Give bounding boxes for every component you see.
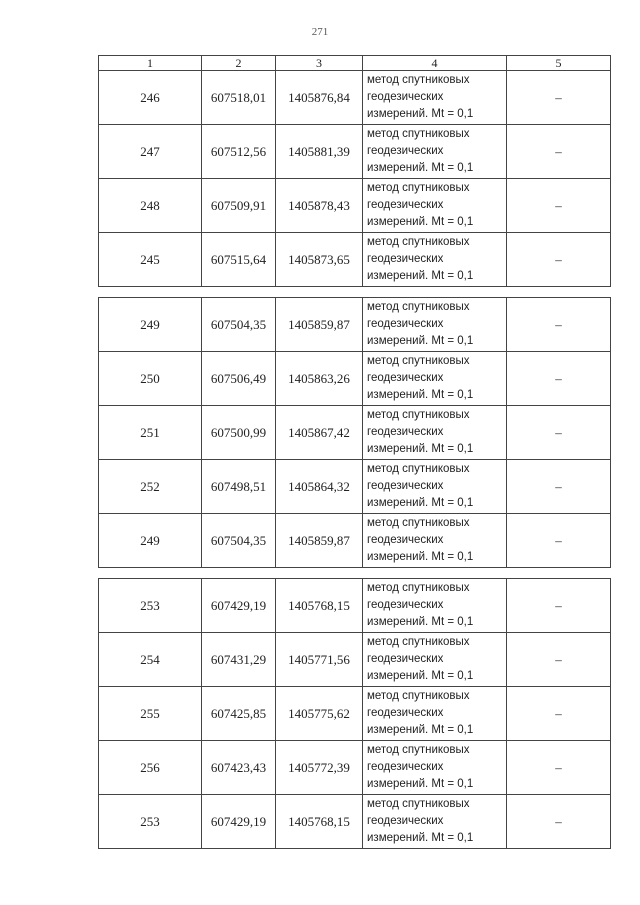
method-line: метод спутниковых xyxy=(367,301,470,313)
empty-mark-cell: – xyxy=(507,741,611,795)
y-coordinate-cell: 1405876,84 xyxy=(276,71,363,125)
point-number-cell: 245 xyxy=(99,233,202,287)
y-coordinate-cell: 1405771,56 xyxy=(276,633,363,687)
method-line: измерений. Mt = 0,1 xyxy=(367,670,474,682)
method-line: измерений. Mt = 0,1 xyxy=(367,778,474,790)
y-coordinate-cell: 1405867,42 xyxy=(276,406,363,460)
method-cell xyxy=(363,795,507,849)
method-line: метод спутниковых xyxy=(367,128,470,140)
method-line: измерений. Mt = 0,1 xyxy=(367,616,474,628)
empty-mark-cell: – xyxy=(507,514,611,568)
empty-mark-cell: – xyxy=(507,460,611,514)
method-line: геодезических xyxy=(367,815,444,827)
table-row xyxy=(99,741,611,795)
method-line: метод спутниковых xyxy=(367,74,470,86)
method-line: метод спутниковых xyxy=(367,409,470,421)
y-coordinate-cell: 1405873,65 xyxy=(276,233,363,287)
table-row xyxy=(99,298,611,352)
x-coordinate-cell: 607515,64 xyxy=(202,233,276,287)
y-coordinate-cell: 1405772,39 xyxy=(276,741,363,795)
point-number-cell: 249 xyxy=(99,298,202,352)
page-number: 271 xyxy=(311,26,329,38)
x-coordinate-cell: 607498,51 xyxy=(202,460,276,514)
point-number-cell: 248 xyxy=(99,179,202,233)
method-cell xyxy=(363,460,507,514)
point-number-cell: 253 xyxy=(99,579,202,633)
table-row xyxy=(99,71,611,125)
table-row xyxy=(99,179,611,233)
y-coordinate-cell: 1405768,15 xyxy=(276,795,363,849)
point-number-cell: 247 xyxy=(99,125,202,179)
method-line: геодезических xyxy=(367,145,444,157)
table-row xyxy=(99,460,611,514)
y-coordinate-cell: 1405775,62 xyxy=(276,687,363,741)
table-row xyxy=(99,633,611,687)
point-number-cell: 255 xyxy=(99,687,202,741)
empty-mark-cell: – xyxy=(507,179,611,233)
y-coordinate-cell: 1405878,43 xyxy=(276,179,363,233)
method-line: геодезических xyxy=(367,91,444,103)
table-row xyxy=(99,795,611,849)
x-coordinate-cell: 607423,43 xyxy=(202,741,276,795)
method-line: метод спутниковых xyxy=(367,636,470,648)
x-coordinate-cell: 607512,56 xyxy=(202,125,276,179)
method-cell xyxy=(363,514,507,568)
method-line: измерений. Mt = 0,1 xyxy=(367,162,474,174)
method-line: измерений. Mt = 0,1 xyxy=(367,389,474,401)
method-line: геодезических xyxy=(367,480,444,492)
method-line: измерений. Mt = 0,1 xyxy=(367,551,474,563)
y-coordinate-cell: 1405864,32 xyxy=(276,460,363,514)
x-coordinate-cell: 607500,99 xyxy=(202,406,276,460)
point-number-cell: 251 xyxy=(99,406,202,460)
header-row xyxy=(99,56,611,71)
column-header-4: 4 xyxy=(363,56,507,71)
empty-mark-cell: – xyxy=(507,233,611,287)
coordinates-table xyxy=(98,55,611,849)
method-line: геодезических xyxy=(367,599,444,611)
empty-mark-cell: – xyxy=(507,687,611,741)
method-cell xyxy=(363,125,507,179)
column-header-3: 3 xyxy=(276,56,363,71)
y-coordinate-cell: 1405863,26 xyxy=(276,352,363,406)
x-coordinate-cell: 607429,19 xyxy=(202,579,276,633)
table-row xyxy=(99,514,611,568)
group-separator xyxy=(99,287,611,298)
method-cell xyxy=(363,71,507,125)
method-line: метод спутниковых xyxy=(367,798,470,810)
empty-mark-cell: – xyxy=(507,125,611,179)
method-line: измерений. Mt = 0,1 xyxy=(367,832,474,844)
y-coordinate-cell: 1405768,15 xyxy=(276,579,363,633)
empty-mark-cell: – xyxy=(507,795,611,849)
method-cell xyxy=(363,233,507,287)
method-line: метод спутниковых xyxy=(367,517,470,529)
separator-cell xyxy=(99,287,611,298)
empty-mark-cell: – xyxy=(507,406,611,460)
method-line: геодезических xyxy=(367,199,444,211)
empty-mark-cell: – xyxy=(507,352,611,406)
method-line: геодезических xyxy=(367,707,444,719)
y-coordinate-cell: 1405859,87 xyxy=(276,298,363,352)
method-line: метод спутниковых xyxy=(367,182,470,194)
method-line: измерений. Mt = 0,1 xyxy=(367,724,474,736)
method-line: геодезических xyxy=(367,534,444,546)
empty-mark-cell: – xyxy=(507,579,611,633)
method-line: измерений. Mt = 0,1 xyxy=(367,497,474,509)
x-coordinate-cell: 607506,49 xyxy=(202,352,276,406)
column-header-5: 5 xyxy=(507,56,611,71)
table-row xyxy=(99,687,611,741)
method-cell xyxy=(363,406,507,460)
method-line: метод спутниковых xyxy=(367,582,470,594)
method-line: геодезических xyxy=(367,653,444,665)
point-number-cell: 256 xyxy=(99,741,202,795)
method-line: метод спутниковых xyxy=(367,690,470,702)
column-header-1: 1 xyxy=(99,56,202,71)
x-coordinate-cell: 607429,19 xyxy=(202,795,276,849)
table-row xyxy=(99,406,611,460)
method-line: измерений. Mt = 0,1 xyxy=(367,270,474,282)
table-row xyxy=(99,579,611,633)
point-number-cell: 254 xyxy=(99,633,202,687)
method-cell xyxy=(363,298,507,352)
method-cell xyxy=(363,687,507,741)
method-cell xyxy=(363,352,507,406)
method-line: геодезических xyxy=(367,318,444,330)
method-line: измерений. Mt = 0,1 xyxy=(367,335,474,347)
empty-mark-cell: – xyxy=(507,298,611,352)
x-coordinate-cell: 607425,85 xyxy=(202,687,276,741)
method-line: геодезических xyxy=(367,761,444,773)
table-row xyxy=(99,352,611,406)
point-number-cell: 253 xyxy=(99,795,202,849)
group-separator xyxy=(99,568,611,579)
method-cell xyxy=(363,633,507,687)
method-line: геодезических xyxy=(367,426,444,438)
point-number-cell: 250 xyxy=(99,352,202,406)
empty-mark-cell: – xyxy=(507,633,611,687)
method-cell xyxy=(363,579,507,633)
method-line: измерений. Mt = 0,1 xyxy=(367,216,474,228)
method-cell xyxy=(363,741,507,795)
method-line: измерений. Mt = 0,1 xyxy=(367,443,474,455)
table-body xyxy=(99,71,611,849)
method-line: измерений. Mt = 0,1 xyxy=(367,108,474,120)
empty-mark-cell: – xyxy=(507,71,611,125)
y-coordinate-cell: 1405881,39 xyxy=(276,125,363,179)
method-line: метод спутниковых xyxy=(367,355,470,367)
x-coordinate-cell: 607504,35 xyxy=(202,298,276,352)
y-coordinate-cell: 1405859,87 xyxy=(276,514,363,568)
x-coordinate-cell: 607504,35 xyxy=(202,514,276,568)
method-line: метод спутниковых xyxy=(367,236,470,248)
separator-cell xyxy=(99,568,611,579)
method-line: метод спутниковых xyxy=(367,744,470,756)
method-line: метод спутниковых xyxy=(367,463,470,475)
x-coordinate-cell: 607431,29 xyxy=(202,633,276,687)
method-line: геодезических xyxy=(367,253,444,265)
x-coordinate-cell: 607518,01 xyxy=(202,71,276,125)
method-cell xyxy=(363,179,507,233)
column-header-2: 2 xyxy=(202,56,276,71)
method-line: геодезических xyxy=(367,372,444,384)
point-number-cell: 249 xyxy=(99,514,202,568)
point-number-cell: 246 xyxy=(99,71,202,125)
x-coordinate-cell: 607509,91 xyxy=(202,179,276,233)
table-row xyxy=(99,233,611,287)
table-row xyxy=(99,125,611,179)
point-number-cell: 252 xyxy=(99,460,202,514)
